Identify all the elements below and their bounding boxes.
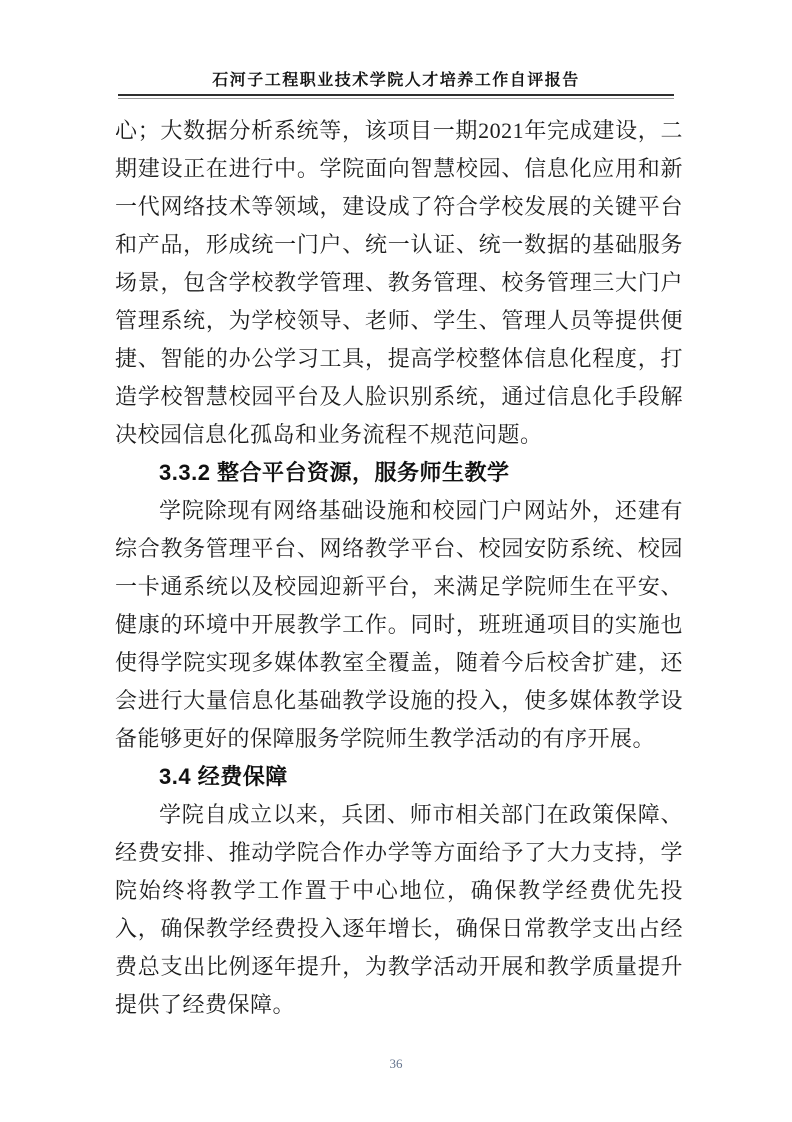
paragraph-section-3-3-2: 学院除现有网络基础设施和校园门户网站外，还建有综合教务管理平台、网络教学平台、校园安防系统、校园一卡通系统以及校园迎新平台，来满足学院师生在平安、健康的环境中开展教学工作。同时，班班通项目的实施也使得学院实现多媒体教室全覆盖，随着今后校舍扩建，还会进行大量信息化基础教学设施的投入，使多媒体教学设备能够更好的保障服务学院师生教学活动的有序开展。	[115, 498, 683, 751]
paragraph-section-3-4: 学院自成立以来，兵团、师市相关部门在政策保障、经费安排、推动学院合作办学等方面给予了大力支持，学院始终将教学工作置于中心地位，确保教学经费优先投入，确保教学经费投入逐年增长，确保日常教学支出占经费总支出比例逐年提升，为教学活动开展和教学质量提升提供了经费保障。	[115, 802, 683, 1017]
page-footer	[0, 1055, 792, 1073]
page-number: 36	[389, 1056, 403, 1071]
document-body	[115, 112, 683, 1024]
section-heading-3-4: 3.4 经费保障	[159, 764, 288, 789]
paragraph-continuation: 心；大数据分析系统等，该项目一期2021年完成建设，二期建设正在进行中。学院面向智慧校园、信息化应用和新一代网络技术等领域，建设成了符合学校发展的关键平台和产品，形成统一门户、统一认证、统一数据的基础服务场景，包含学校教学管理、教务管理、校务管理三大门户管理系统，为学校领导、老师、学生、管理人员等提供便捷、智能的办公学习工具，提高学校整体信息化程度，打造学校智慧校园平台及人脸识别系统，通过信息化手段解决校园信息化孤岛和业务流程不规范问题。	[115, 118, 683, 447]
header-title: 石河子工程职业技术学院人才培养工作自评报告	[212, 72, 580, 89]
header-divider	[118, 94, 674, 99]
section-heading-3-3-2: 3.3.2 整合平台资源，服务师生教学	[159, 460, 510, 485]
